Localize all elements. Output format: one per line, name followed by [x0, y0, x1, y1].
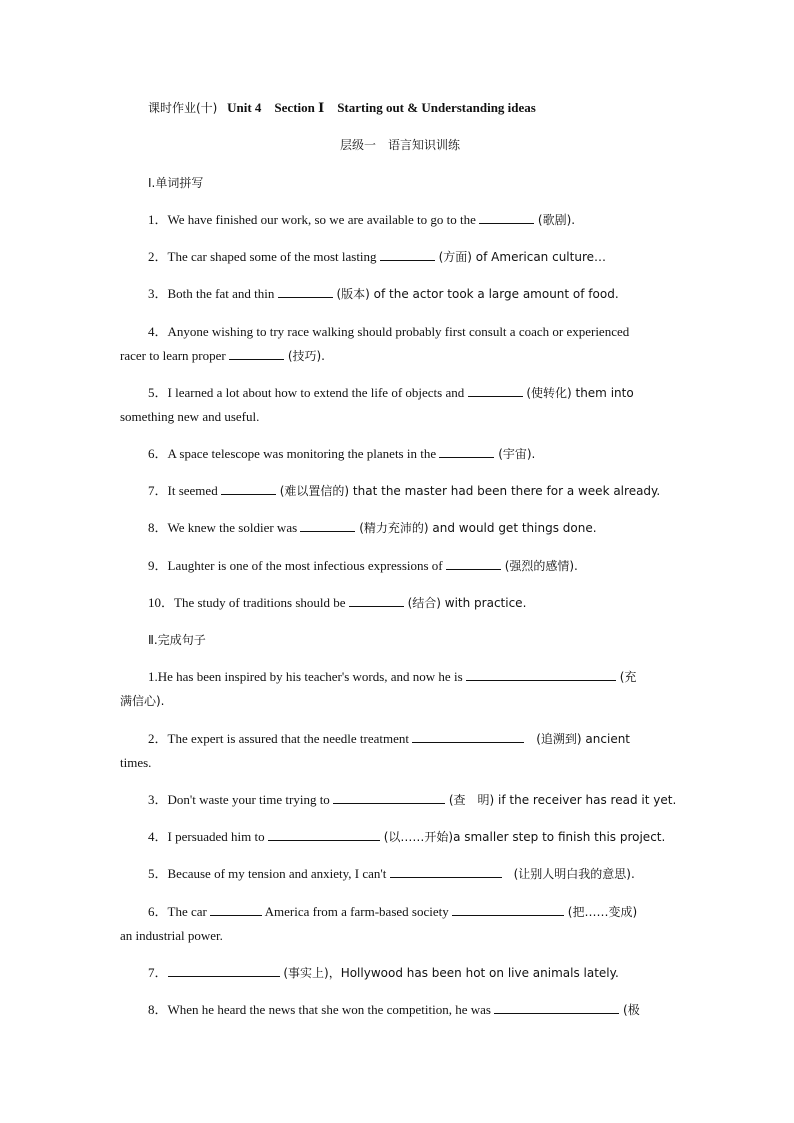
item-number: 7． [148, 965, 168, 980]
item-number: 7． [148, 483, 168, 498]
answer-blank[interactable] [494, 1002, 619, 1014]
part1-item-6 [148, 446, 535, 462]
title-cn: 课时作业(十) [148, 101, 218, 115]
answer-blank[interactable] [210, 904, 262, 916]
item-text: an industrial power. [120, 928, 223, 943]
answer-blank[interactable] [333, 792, 445, 804]
item-text: Don't waste your time trying to [167, 792, 334, 807]
part2-item-7 [148, 965, 619, 981]
item-number: 4． [148, 829, 168, 844]
answer-blank[interactable] [466, 669, 616, 681]
item-hint: (版本) of the actor took a large amount of food. [332, 287, 619, 301]
part1-item-2 [148, 249, 606, 265]
item-text: The study of traditions should be [174, 595, 349, 610]
item-text: something new and useful. [120, 409, 260, 424]
item-text: I learned a lot about how to extend the life of objects and [167, 385, 468, 400]
title-en: Unit 4 Section Ⅰ Starting out & Understanding ideas [227, 100, 536, 115]
item-number: 3． [148, 286, 168, 301]
item-text: times. [120, 755, 152, 770]
item-number: 6． [148, 446, 168, 461]
part2-heading [148, 632, 206, 648]
item-number: 8． [148, 520, 168, 535]
item-text: I persuaded him to [167, 829, 268, 844]
item-number: 3． [148, 792, 168, 807]
item-hint: 满信心). [120, 694, 165, 708]
part2-item-3 [148, 792, 676, 808]
item-text: The car shaped some of the most lasting [167, 249, 380, 264]
answer-blank[interactable] [300, 520, 355, 532]
item-number: 6． [148, 904, 168, 919]
part1-item-1 [148, 212, 575, 228]
part1-heading [148, 175, 203, 191]
item-text: He has been inspired by his teacher's words, and now he is [157, 669, 466, 684]
item-number: 2． [148, 249, 168, 264]
item-hint: (方面) of American culture… [434, 250, 606, 264]
answer-blank[interactable] [452, 904, 564, 916]
item-text: The expert is assured that the needle treatment [167, 731, 413, 746]
item-hint: (结合) with practice. [403, 596, 527, 610]
answer-blank[interactable] [268, 829, 380, 841]
part2-item-2-line1 [148, 731, 630, 747]
item-text: We knew the soldier was [167, 520, 301, 535]
part2-item-1-line2 [120, 693, 165, 709]
answer-blank[interactable] [446, 558, 501, 570]
item-hint: (使转化) them into [522, 386, 634, 400]
answer-blank[interactable] [221, 483, 276, 495]
part2-item-5 [148, 866, 635, 882]
item-hint: (充 [615, 670, 637, 684]
item-hint: (歌剧). [534, 213, 576, 227]
part2-item-6-line1 [148, 904, 637, 920]
part2-heading-text: Ⅱ.完成句子 [148, 633, 206, 647]
item-number: 1. [148, 669, 158, 684]
item-hint: (难以置信的) that the master had been there for a week already. [275, 484, 661, 498]
answer-blank[interactable] [278, 286, 333, 298]
item-hint: (让别人明白我的意思). [501, 867, 635, 881]
answer-blank[interactable] [439, 446, 494, 458]
item-hint: (以……开始)a smaller step to finish this project. [379, 830, 666, 844]
item-hint: (宇宙). [494, 447, 536, 461]
item-hint: (强烈的感情). [500, 559, 578, 573]
item-hint: (精力充沛的) and would get things done. [355, 521, 597, 535]
item-text: It seemed [167, 483, 221, 498]
part2-item-1-line1 [148, 669, 636, 685]
part1-item-5-line2 [120, 409, 259, 425]
level-text: 层级一 语言知识训练 [340, 138, 461, 152]
answer-blank[interactable] [479, 212, 534, 224]
part1-item-9 [148, 558, 578, 574]
item-number: 5． [148, 385, 168, 400]
part1-item-4-line1 [148, 324, 629, 340]
item-text: Laughter is one of the most infectious expressions of [167, 558, 446, 573]
part1-heading-text: Ⅰ.单词拼写 [148, 176, 204, 190]
item-text: A space telescope was monitoring the planets in the [167, 446, 440, 461]
answer-blank[interactable] [390, 866, 502, 878]
answer-blank[interactable] [468, 385, 523, 397]
item-text: The car [167, 904, 211, 919]
part1-item-8 [148, 520, 597, 536]
answer-blank[interactable] [229, 348, 284, 360]
item-hint: (把……变成) [563, 905, 638, 919]
item-hint: (技巧). [284, 349, 325, 363]
answer-blank[interactable] [349, 595, 404, 607]
answer-blank[interactable] [168, 965, 280, 977]
item-hint: (事实上)，Hollywood has been hot on live animals lately. [279, 966, 619, 980]
part1-item-10 [148, 595, 526, 611]
part2-item-2-line2 [120, 755, 151, 771]
answer-blank[interactable] [412, 731, 524, 743]
item-number: 4． [148, 324, 168, 339]
item-text: America from a farm-based society [262, 904, 452, 919]
part1-item-5-line1 [148, 385, 634, 401]
item-number: 9． [148, 558, 168, 573]
item-text: When he heard the news that she won the competition, he was [167, 1002, 495, 1017]
answer-blank[interactable] [380, 249, 435, 261]
item-number: 1． [148, 212, 168, 227]
item-number: 8． [148, 1002, 168, 1017]
level-heading [340, 137, 460, 153]
item-hint: (追溯到) ancient [524, 732, 631, 746]
item-number: 5． [148, 866, 168, 881]
part1-item-3 [148, 286, 619, 302]
page-title [148, 100, 536, 116]
part1-item-4-line2 [120, 348, 325, 364]
item-text: Both the fat and thin [167, 286, 278, 301]
part2-item-6-line2 [120, 928, 223, 944]
item-text: We have finished our work, so we are available to go to the [167, 212, 480, 227]
part1-item-7 [148, 483, 660, 499]
part2-item-4 [148, 829, 665, 845]
part2-item-8 [148, 1002, 640, 1018]
item-text: Because of my tension and anxiety, I can't [167, 866, 390, 881]
item-text: Anyone wishing to try race walking should probably first consult a coach or experienced [167, 324, 630, 339]
item-hint: (极 [619, 1003, 640, 1017]
item-text: racer to learn proper [120, 348, 229, 363]
item-number: 10． [148, 595, 175, 610]
item-hint: (查 明) if the receiver has read it yet. [445, 793, 677, 807]
item-number: 2． [148, 731, 168, 746]
